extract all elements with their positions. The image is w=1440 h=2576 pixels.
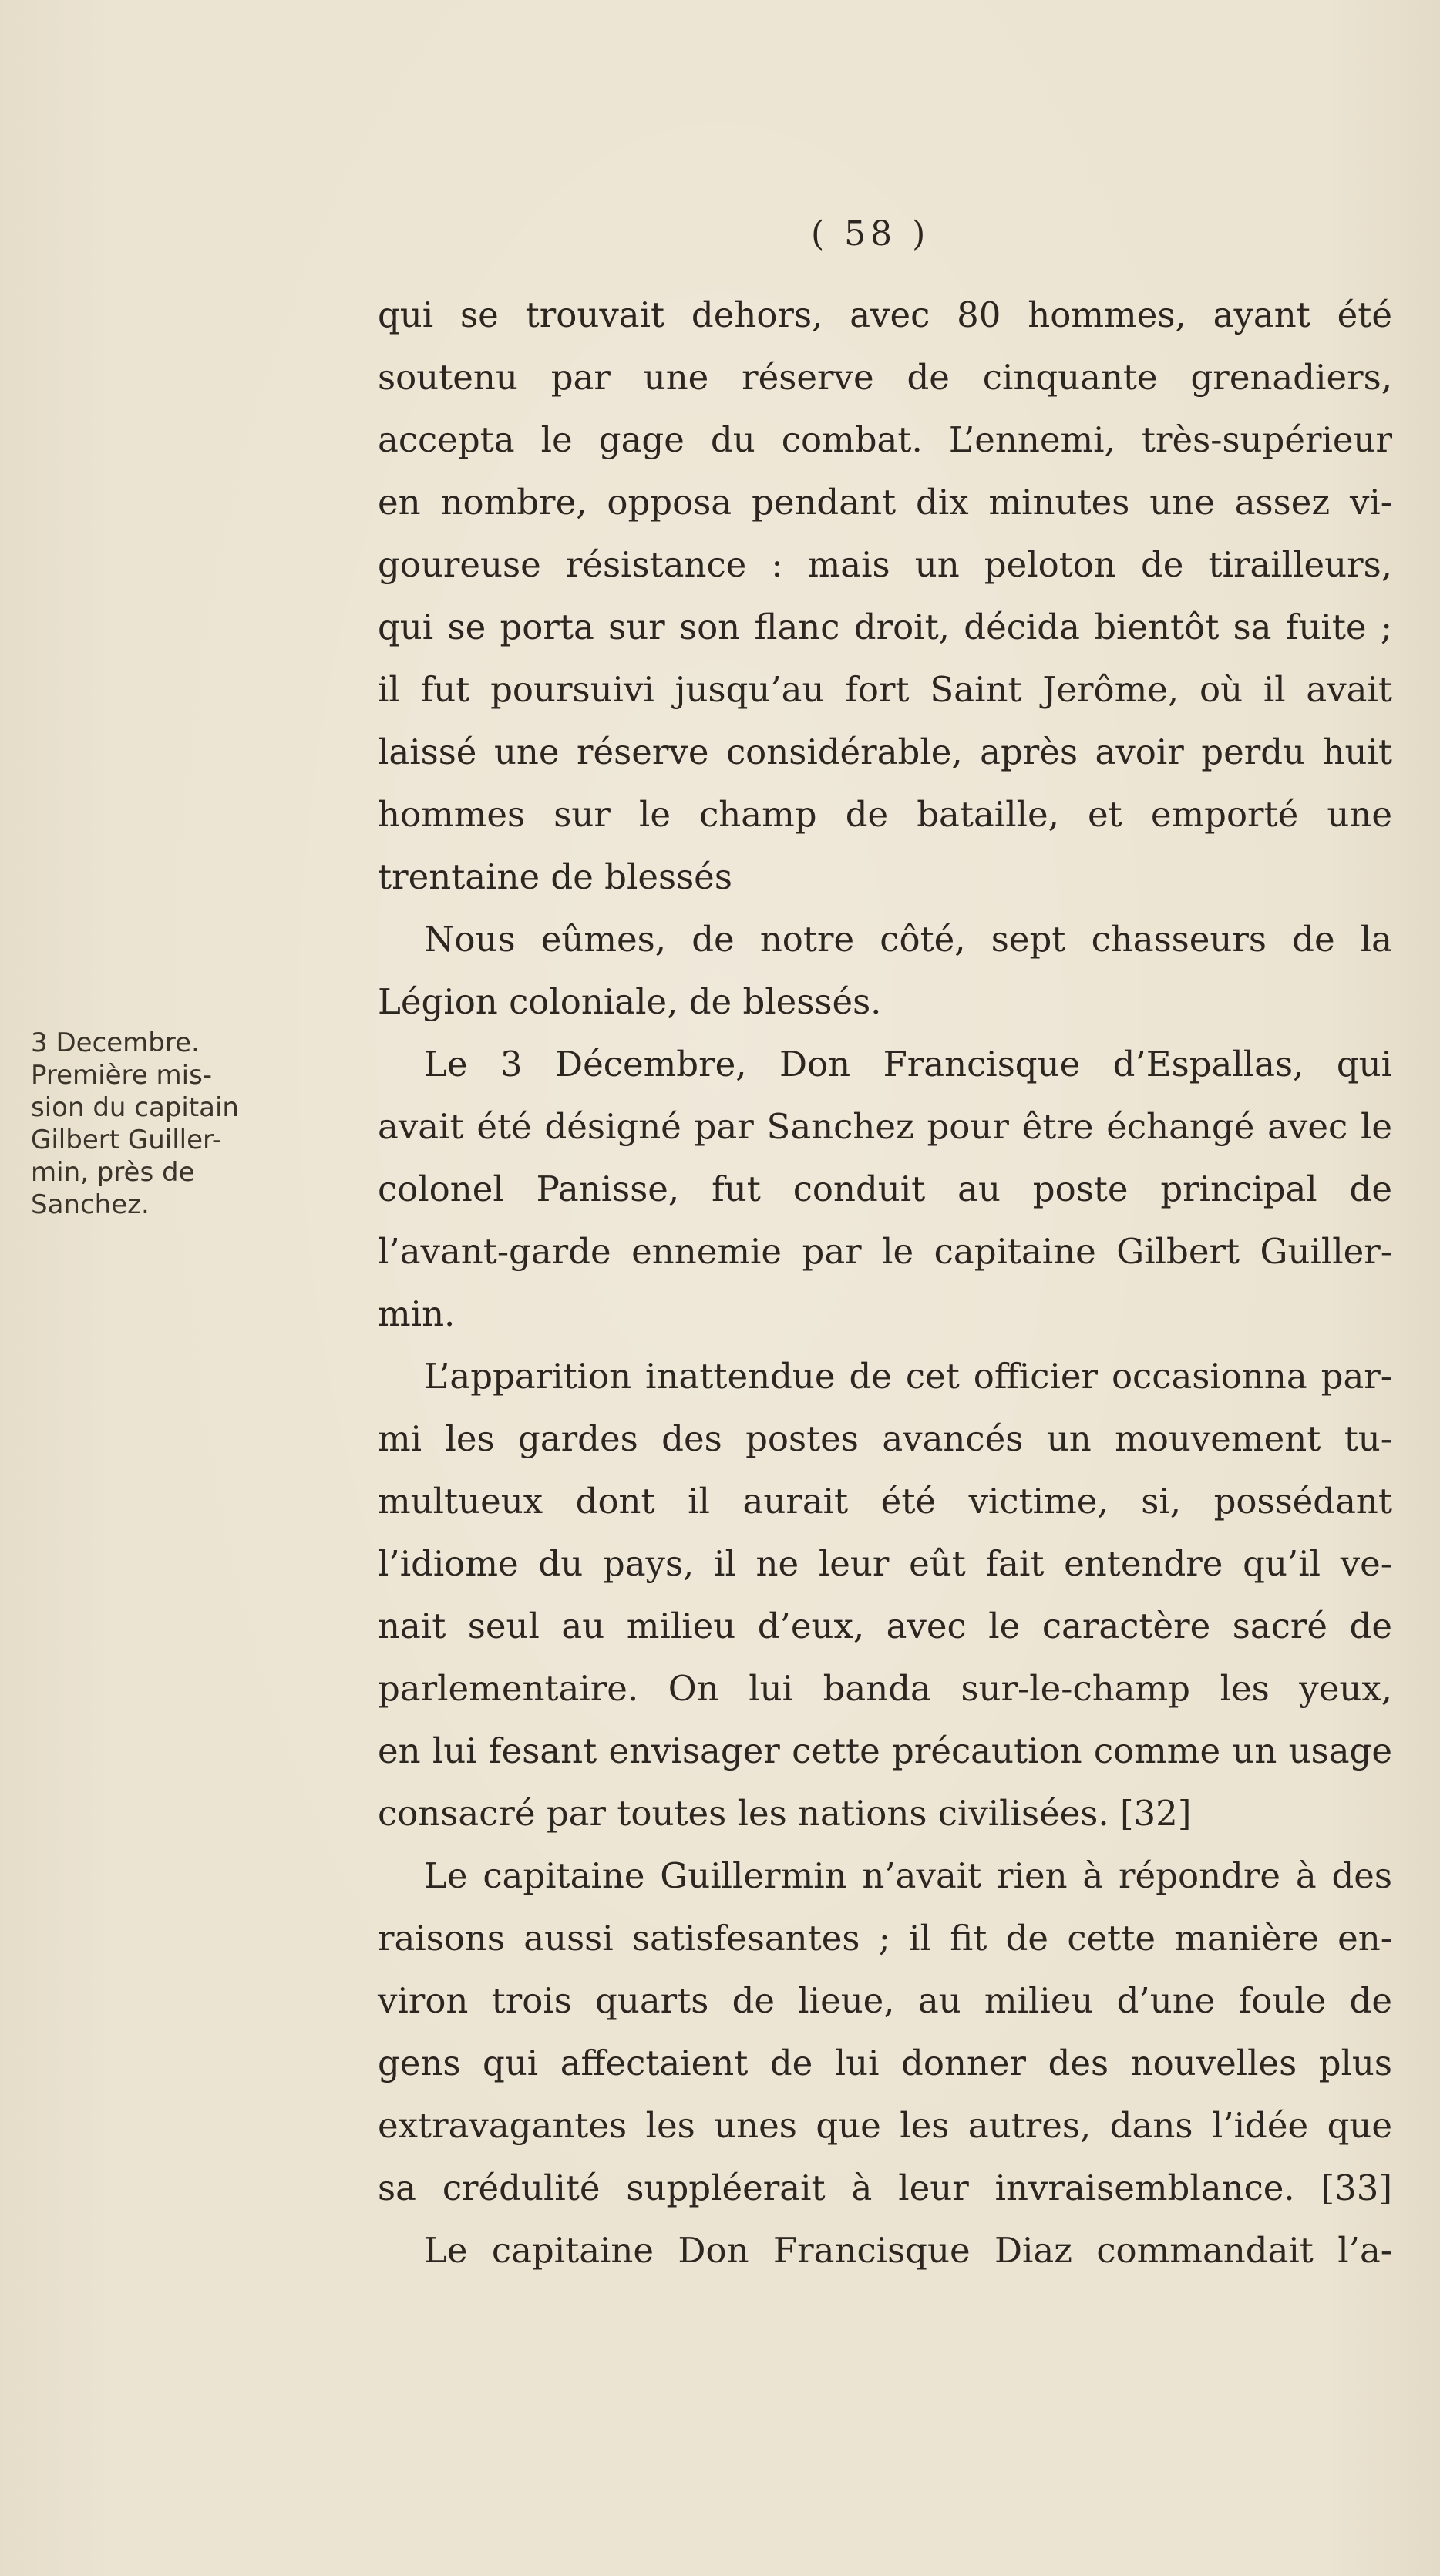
text-line: colonel Panisse, fut conduit au poste principal de [378,1169,1392,1209]
margin-note-line: Gilbert Guiller- [31,1125,222,1155]
text-line: Le capitaine Guillermin n’avait rien à répondre à des [424,1855,1392,1896]
text-line: soutenu par une réserve de cinquante grenadiers, [378,357,1392,398]
body-text [378,284,1392,2282]
text-line: Légion coloniale, de blessés. [378,981,882,1022]
text-line: trentaine de blessés [378,856,732,897]
text-line: hommes sur le champ de bataille, et emporté une [378,794,1392,835]
text-line: avait été désigné par Sanchez pour être échangé avec le [378,1106,1392,1147]
text-line: qui se trouvait dehors, avec 80 hommes, ayant été [378,294,1392,335]
text-line: gens qui affectaient de lui donner des nouvelles plus [378,2043,1392,2083]
text-line: L’apparition inattendue de cet officier occasionna par- [424,1356,1392,1397]
margin-note-line: 3 Decembre. [31,1027,200,1058]
margin-note-line: min, près de [31,1157,195,1188]
text-line: min. [378,1293,456,1334]
text-line: nait seul au milieu d’eux, avec le caractère sacré de [378,1606,1392,1646]
text-line: accepta le gage du combat. L’ennemi, très-supérieur [378,419,1392,460]
text-line: viron trois quarts de lieue, au milieu d’une foule de [378,1980,1392,2021]
text-line: sa crédulité suppléerait à leur invraisemblance. [33] [378,2167,1392,2208]
text-line: en nombre, opposa pendant dix minutes une assez vi- [378,482,1392,523]
text-line: Nous eûmes, de notre côté, sept chasseurs de la [424,919,1392,960]
text-line: parlementaire. On lui banda sur-le-champ les yeux, [378,1668,1392,1709]
text-line: Le capitaine Don Francisque Diaz commandait l’a- [424,2230,1392,2271]
margin-note-line: Sanchez. [31,1189,150,1220]
text-line: laissé une réserve considérable, après avoir perdu huit [378,731,1392,772]
text-line: l’idiome du pays, il ne leur eût fait entendre qu’il ve- [378,1543,1392,1584]
text-line: consacré par toutes les nations civilisées. [32] [378,1793,1192,1834]
margin-note [31,1027,339,1221]
text-line: mi les gardes des postes avancés un mouvement tu- [378,1418,1392,1459]
text-line: goureuse résistance : mais un peloton de tirailleurs, [378,544,1392,585]
text-line: qui se porta sur son flanc droit, décida bientôt sa fuite ; [378,607,1392,647]
text-line: en lui fesant envisager cette précaution comme un usage [378,1730,1392,1771]
text-line: extravagantes les unes que les autres, dans l’idée que [378,2105,1392,2146]
page-number: ( 58 ) [811,214,930,254]
text-line: il fut poursuivi jusqu’au fort Saint Jerôme, où il avait [378,669,1392,710]
text-line: multueux dont il aurait été victime, si, possédant [378,1481,1392,1522]
margin-note-line: Première mis- [31,1060,213,1091]
margin-note-line: sion du capitain [31,1092,239,1123]
text-line: l’avant-garde ennemie par le capitaine Gilbert Guiller- [378,1231,1392,1272]
text-line: Le 3 Décembre, Don Francisque d’Espallas, qui [424,1044,1392,1085]
text-line: raisons aussi satisfesantes ; il fit de cette manière en- [378,1918,1392,1959]
